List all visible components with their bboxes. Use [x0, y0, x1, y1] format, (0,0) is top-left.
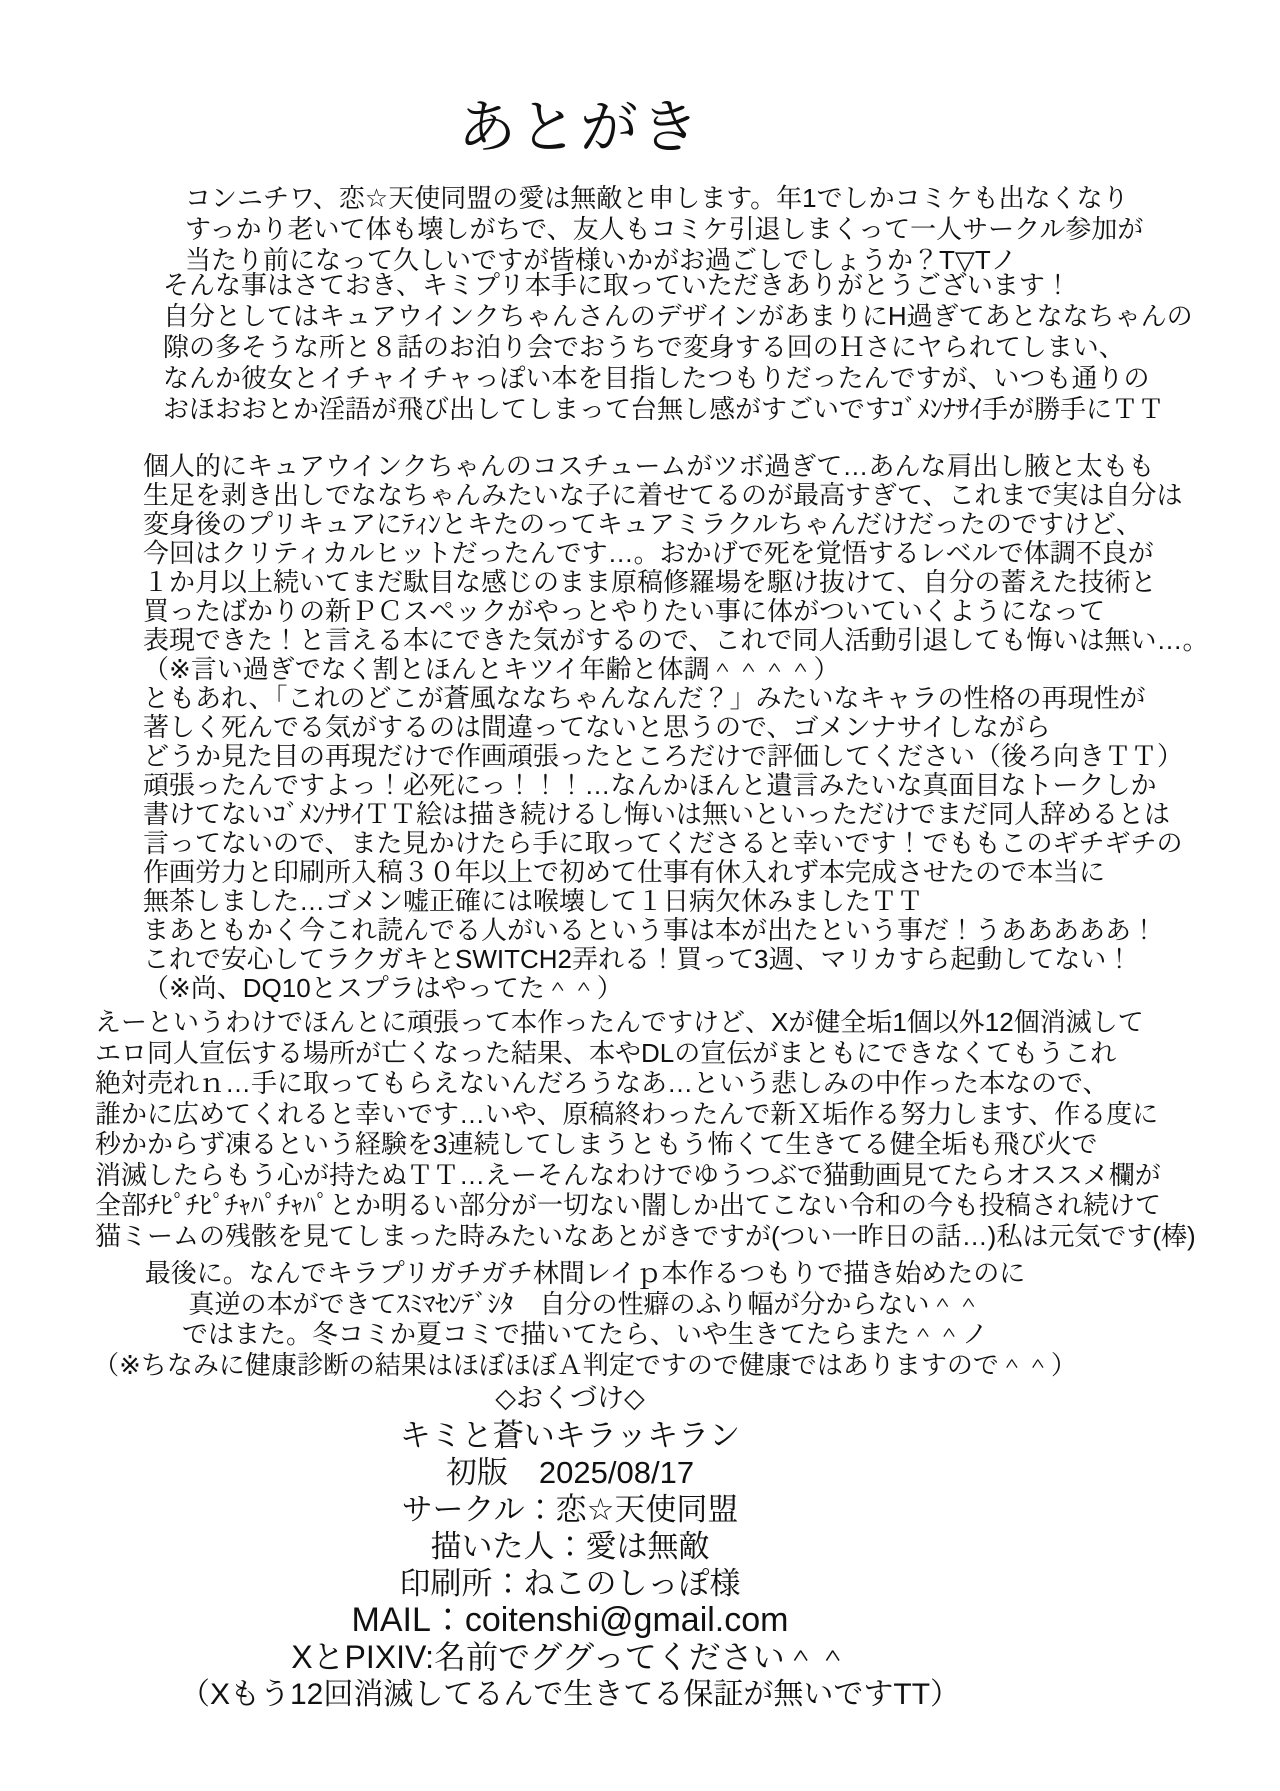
- text-line: （※ちなみに健康診断の結果はほぼほぼＡ判定ですので健康ではありますので＾＾）: [93, 1349, 1077, 1380]
- text-line: 表現できた！と言える本にできた気がするので、これで同人活動引退しても悔いは無い…。: [143, 625, 1209, 655]
- text-line: すっかり老いて体も壊しがちで、友人もコミケ引退しまくって一人サークル参加が: [185, 214, 1144, 244]
- colophon-heading: ◇おくづけ◇: [495, 1383, 645, 1413]
- colophon-book-title: キミと蒼いキラッキラン: [399, 1418, 741, 1453]
- text-line: 秒かからず凍るという経験を3連続してしまうともう怖くて生きてる健全垢も飛び火で: [95, 1129, 1098, 1159]
- text-line: 書けてないｺﾞﾒﾝﾅｻｲＴＴ絵は描き続けるし悔いは無いといっただけでまだ同人辞めるとは: [143, 799, 1171, 829]
- colophon-printer: 印刷所：ねこのしっぽ様: [399, 1566, 741, 1601]
- text-line: 個人的にキュアウインクちゃんのコスチュームがツボ過ぎて…あんな肩出し腋と太もも: [143, 451, 1155, 481]
- text-line: なんか彼女とイチャイチャっぽい本を目指したつもりだったんですが、いつも通りの: [163, 363, 1150, 393]
- paragraph-main-talk: [143, 452, 1208, 1003]
- text-line: そんな事はさておき、キミプリ本手に取っていただきありがとうございます！: [163, 270, 1071, 300]
- text-line: 猫ミームの残骸を見てしまった時みたいなあとがきですが(つい一昨日の話…)私は元気です(棒): [95, 1220, 1196, 1251]
- text-line: まあともかく今これ読んでる人がいるという事は本が出たという事だ！うあああああ！: [143, 915, 1158, 945]
- text-line: えーというわけでほんとに頑張って本作ったんですけど、Xが健全垢1個以外12個消滅して: [95, 1007, 1144, 1037]
- text-line: 絶対売れｎ…手に取ってもらえないんだろうなあ…という悲しみの中作った本なので、: [95, 1068, 1109, 1098]
- text-line: エロ同人宣伝する場所が亡くなった結果、本やDLの宣伝がまともにできなくてもうこれ: [95, 1037, 1117, 1068]
- text-line: 最後に。なんでキラプリガチガチ林間レイｐ本作るつもりで描き始めたのに: [144, 1258, 1026, 1288]
- text-line: おほおおとか淫語が飛び出してしまって台無し感がすごいですｺﾞﾒﾝﾅｻｲ手が勝手にＴＴ: [163, 394, 1165, 424]
- paragraph-greeting: [185, 183, 1143, 276]
- colophon-sns: XとPIXIV:名前でググってください＾＾: [291, 1639, 849, 1675]
- text-line: 当たり前になって久しいですが皆様いかがお過ごしでしょうか？T▽Tノ: [185, 245, 1017, 275]
- text-line: ではまた。冬コミか夏コミで描いてたら、いや生きてたらまた＾＾ノ: [181, 1319, 988, 1349]
- text-line: 頑張ったんですよっ！必死にっ！！！…なんかほんと遺言みたいな真面目なトークしか: [143, 770, 1157, 800]
- text-line: 誰かに広めてくれると幸いです…いや、原稿終わったんで新Ｘ垢作る努力します、作る度に: [95, 1098, 1159, 1129]
- text-line: 真逆の本ができてｽﾐﾏｾﾝﾃﾞｼﾀ 自分の性癖のふり幅が分からない＾＾: [188, 1288, 982, 1319]
- paragraph-promotion-lament: [95, 1007, 1196, 1251]
- colophon-artist: 描いた人：愛は無敵: [430, 1529, 710, 1564]
- text-line: １か月以上続いてまだ駄目な感じのまま原稿修羅場を駆け抜けて、自分の蓄えた技術と: [143, 567, 1157, 597]
- text-line: 全部ﾁﾋﾟﾁﾋﾟﾁｬﾊﾟﾁｬﾊﾟとか明るい部分が一切ない闇しか出てこない令和の今も投稿され続けて: [95, 1190, 1162, 1220]
- text-line: 変身後のプリキュアにﾃｨﾝとキたのってキュアミラクルちゃんだけだったのですけど、: [143, 509, 1142, 539]
- text-line: これで安心してラクガキとSWITCH2弄れる！買って3週、マリカすら起動してない！: [143, 944, 1133, 974]
- text-line: 言ってないので、また見かけたら手に取ってくださると幸いです！でももこのギチギチの: [143, 828, 1183, 858]
- text-line: コンニチワ、恋☆天使同盟の愛は無敵と申します。年1でしかコミケも出なくなり: [185, 183, 1129, 213]
- text-line: ともあれ、「これのどこが蒼風ななちゃんなんだ？」みたいなキャラの性格の再現性が: [143, 683, 1146, 713]
- text-line: 隙の多そうな所と８話のお泊り会でおうちで変身する回のＨさにヤられてしまい、: [163, 332, 1125, 362]
- text-line: 著しく死んでる気がするのは間違ってないと思うので、ゴメンナサイしながら: [143, 712, 1051, 742]
- paragraph-thanks: [163, 270, 1193, 425]
- colophon-circle: サークル：恋☆天使同盟: [401, 1492, 739, 1527]
- text-line: （※尚、DQ10とスプラはやってた＾＾）: [143, 973, 623, 1003]
- colophon-sns-note: （Xもう12回消滅してるんで生きてる保証が無いですTT）: [179, 1678, 961, 1711]
- text-line: 作画労力と印刷所入稿３０年以上で初めて仕事有休入れず本完成させたので本当に: [143, 857, 1106, 887]
- colophon-mail: MAIL：coitenshi@gmail.com: [351, 1601, 789, 1639]
- text-line: 自分としてはキュアウインクちゃんさんのデザインがあまりにH過ぎてあとななちゃんの: [163, 301, 1193, 331]
- paragraph-closing: [0, 1258, 1170, 1380]
- colophon-edition-date: 初版 2025/08/17: [445, 1455, 695, 1490]
- text-line: （※言い過ぎでなく割とほんとキツイ年齢と体調＾＾＾＾）: [143, 654, 840, 684]
- text-line: 買ったばかりの新ＰＣスペックがやっとやりたい事に体がついていくようになって: [143, 596, 1106, 626]
- text-line: 今回はクリティカルヒットだったんです…。おかげで死を覚悟するレベルで体調不良が: [143, 538, 1154, 568]
- text-line: 生足を剥き出しでななちゃんみたいな子に着せてるのが最高すぎて、これまで実は自分は: [143, 480, 1183, 510]
- text-line: 無茶しました…ゴメン嘘正確には喉壊して１日病欠休みましたＴＴ: [143, 886, 924, 916]
- page-title: あとがき: [457, 95, 702, 160]
- text-line: 消滅したらもう心が持たぬＴＴ…えーそんなわけでゆうつぶで猫動画見てたらオススメ欄が: [95, 1159, 1161, 1190]
- text-line: どうか見た目の再現だけで作画頑張ったところだけで評価してください（後ろ向きＴＴ）: [143, 741, 1184, 771]
- colophon: [0, 1380, 1140, 1713]
